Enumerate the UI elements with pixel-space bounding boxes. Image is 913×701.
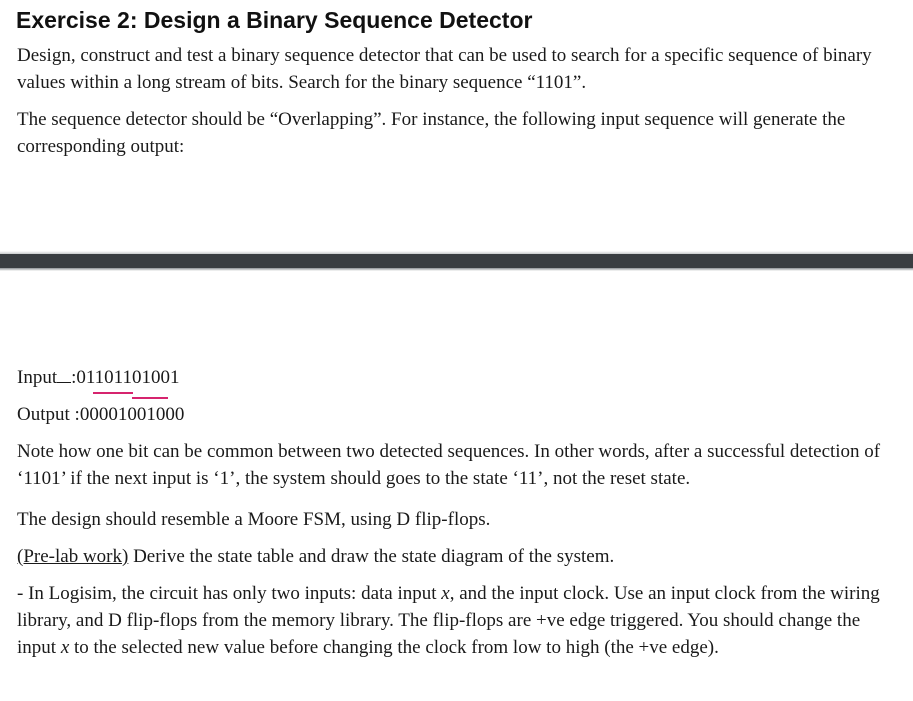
logisim-text-a: - In Logisim, the circuit has only two inputs: data input	[17, 583, 442, 604]
moore-fsm-paragraph: The design should resemble a Moore FSM, using D flip-flops.	[17, 509, 491, 530]
intro-paragraph: Design, construct and test a binary sequence detector that can be used to search for a specific sequence of binary values within a long stream of bits. Search for the binary sequence “1101”.	[17, 45, 872, 93]
exercise-title: Exercise 2: Design a Binary Sequence Detector	[16, 7, 533, 33]
overlap-paragraph: The sequence detector should be “Overlapping”. For instance, the following input sequence will generate the corresponding output:	[17, 109, 846, 157]
detected-sequence-mark-2	[132, 397, 168, 399]
input-label-gap	[57, 367, 71, 383]
input-label: Input	[17, 367, 58, 388]
logisim-text-c: to the selected new value before changing the clock from low to high (the +ve edge).	[69, 637, 719, 658]
input-sequence-line	[17, 364, 897, 391]
logisim-paragraph	[17, 580, 897, 661]
prelab-label: (Pre-lab work)	[17, 546, 129, 567]
input-sequence	[71, 364, 179, 391]
input-variable-x-2: x	[60, 637, 70, 658]
page-divider	[0, 254, 913, 268]
detected-sequence-mark-1	[93, 392, 133, 394]
output-sequence-line	[17, 401, 897, 428]
output-label: Output :	[17, 404, 80, 425]
prelab-paragraph	[17, 543, 897, 570]
prelab-text: Derive the state table and draw the state diagram of the system.	[128, 546, 615, 567]
output-sequence-value: 00001001000	[79, 404, 185, 425]
input-separator: :	[71, 367, 77, 388]
input-variable-x: x	[441, 583, 450, 604]
overlap-note-paragraph: Note how one bit can be common between two detected sequences. In other words, after a successful detection of ‘1101’ if the next input is ‘1’, the system should goes to the state ‘11’, not the reset state.	[17, 441, 881, 489]
logisim-text-b: , and the input clock. Use an input clock from the wiring library, and D flip-flops from the memory library. The flip-flops are +ve edge triggered. You should change the input	[17, 583, 880, 658]
input-sequence-value: 01101101001	[76, 367, 180, 388]
